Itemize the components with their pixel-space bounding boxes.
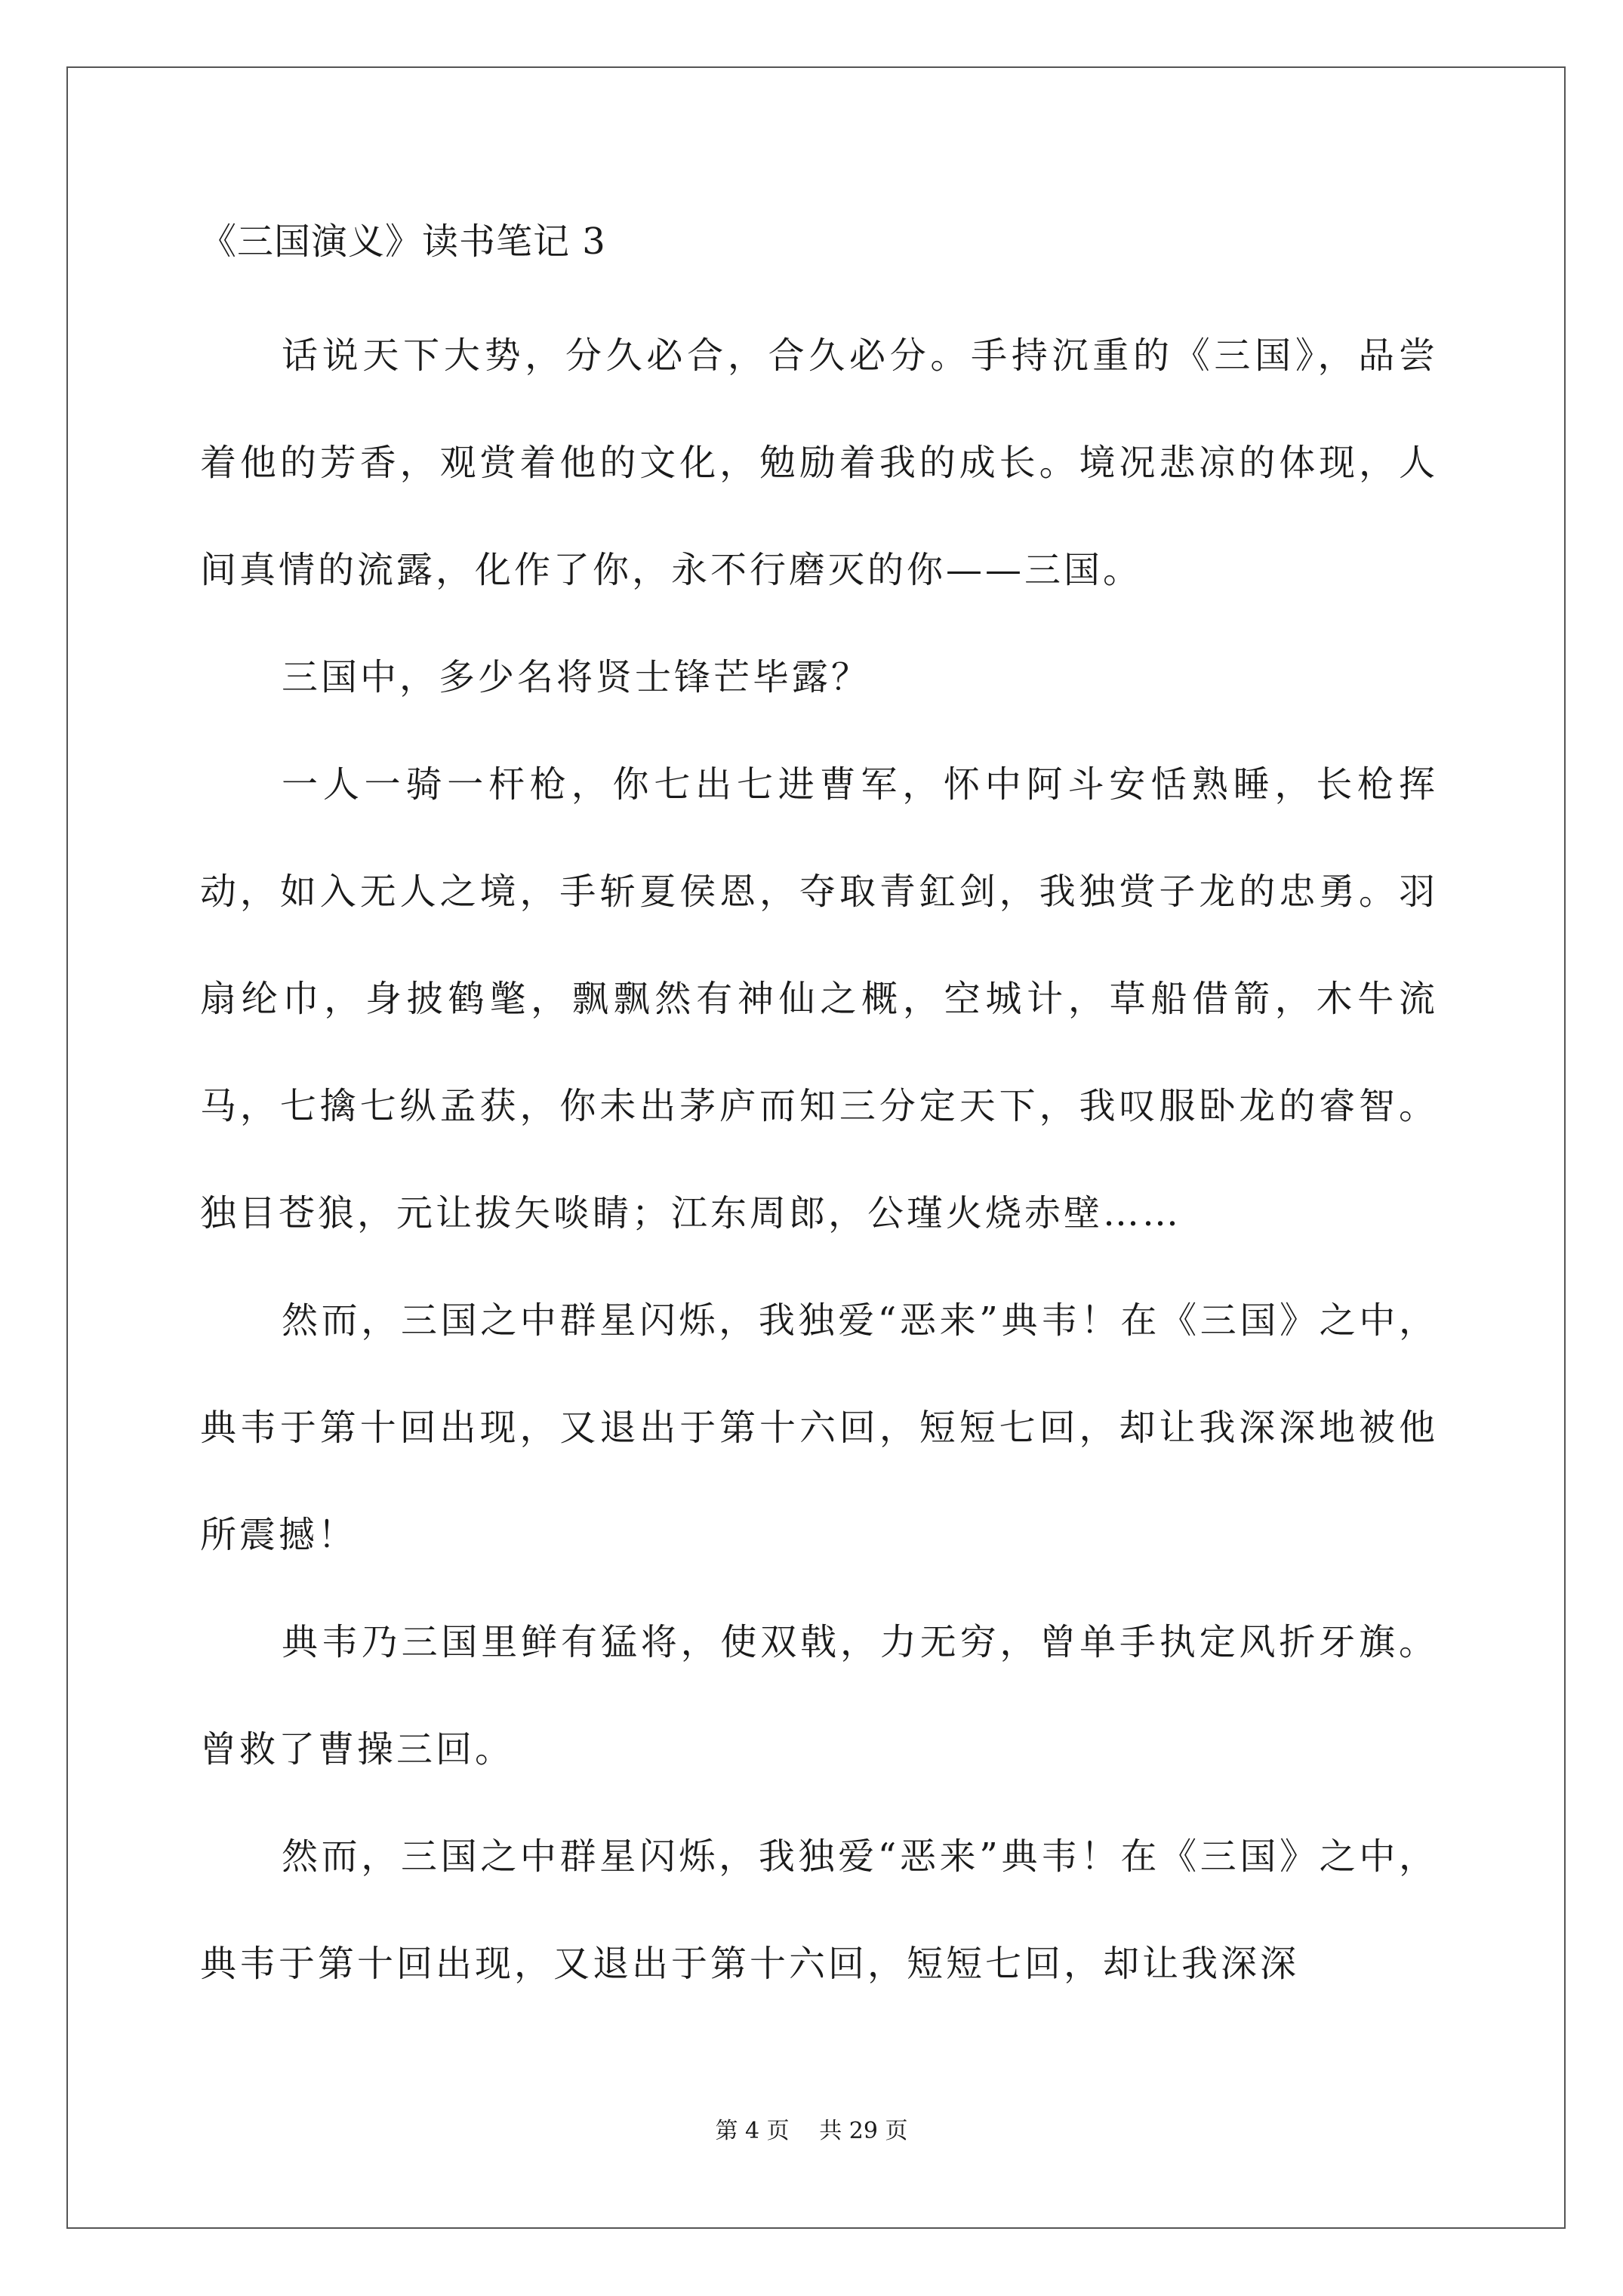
- paragraph: 三国中，多少名将贤士锋芒毕露？: [282, 656, 871, 698]
- paragraph: 典韦乃三国里鲜有猛将，使双戟，力无穷，曾单手执定风折牙旗。曾救了曹操三回。: [200, 1621, 1438, 1771]
- paragraph: 然而，三国之中群星闪烁，我独爱“恶来”典韦！在《三国》之中，典韦于第十回出现，又退出于第十六回，短短七回，却让我深深: [200, 1835, 1438, 1985]
- document-body: [200, 219, 1438, 2017]
- document-title: 《三国演义》读书笔记 3: [200, 220, 606, 263]
- paragraph: 一人一骑一杆枪，你七出七进曹军，怀中阿斗安恬熟睡，长枪挥动，如入无人之境，手斩夏侯恩，夺取青釭剑，我独赏子龙的忠勇。羽扇纶巾，身披鹤氅，飘飘然有神仙之概，空城计，草船借箭，木牛流马，七擒七纵孟获，你未出茅庐而知三分定天下，我叹服卧龙的睿智。独目苍狼，元让拔矢啖睛；江东周郎，公瑾火烧赤壁……: [200, 763, 1438, 1234]
- page-number: 第 4 页 共 29 页: [715, 2118, 908, 2144]
- paragraph: 话说天下大势，分久必合，合久必分。手持沉重的《三国》，品尝着他的芳香，观赏着他的文化，勉励着我的成长。境况悲凉的体现，人间真情的流露，化作了你，永不行磨灭的你——三国。: [200, 334, 1438, 591]
- paragraph: 然而，三国之中群星闪烁，我独爱“恶来”典韦！在《三国》之中，典韦于第十回出现，又退出于第十六回，短短七回，却让我深深地被他所震撼！: [200, 1299, 1438, 1556]
